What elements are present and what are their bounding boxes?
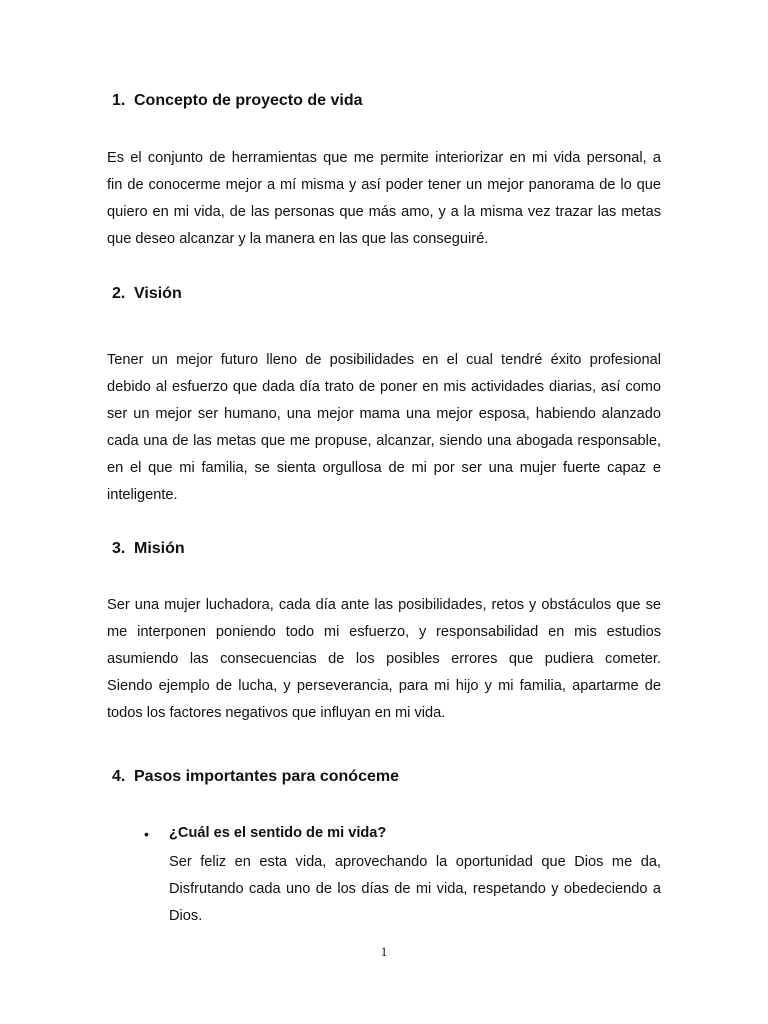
section-title: Visión [134,285,182,302]
section-number: 3. [112,540,126,557]
section-paragraph-2 [107,347,661,509]
paragraph-line: Disfrutando cada uno de los días de mi vida, respetando y obedeciendo a [169,881,661,897]
paragraph-line: Ser una mujer luchadora, cada día ante las posibilidades, retos y obstáculos que se [107,597,661,613]
section-title: Concepto de proyecto de vida [134,92,363,109]
paragraph-line: asumiendo las consecuencias de los posibles errores que pudiera cometer. [107,651,661,667]
page-number: 1 [380,944,388,959]
paragraph-line: Ser feliz en esta vida, aprovechando la oportunidad que Dios me da, [169,854,661,870]
paragraph-line: fin de conocerme mejor a mí misma y así poder tener un mejor panorama de lo que [107,177,661,193]
paragraph-line: Tener un mejor futuro lleno de posibilidades en el cual tendré éxito profesional [107,352,661,368]
section-heading-2 [112,285,182,303]
section-heading-4 [112,768,399,786]
paragraph-line: me interponen poniendo todo mi esfuerzo, y responsabilidad en mis estudios [107,624,661,640]
section-title: Pasos importantes para conóceme [134,768,399,785]
paragraph-line: en el que mi familia, se sienta orgullosa de mi por ser una mujer fuerte capaz e [107,460,661,476]
paragraph-line: quiero en mi vida, de las personas que más amo, y a la misma vez trazar las metas [107,204,661,220]
section-paragraph-1 [107,145,661,253]
paragraph-line: cada una de las metas que me propuse, alcanzar, siendo una abogada responsable, [107,433,661,449]
paragraph-line: inteligente. [107,487,178,503]
paragraph-line: Dios. [169,908,203,924]
bullet-title: ¿Cuál es el sentido de mi vida? [169,825,387,841]
paragraph-line: ser un mejor ser humano, una mejor mama una mejor esposa, habiendo alanzado [107,406,661,422]
section-title: Misión [134,540,185,557]
paragraph-line: Es el conjunto de herramientas que me permite interiorizar en mi vida personal, a [107,150,661,166]
section-number: 1. [112,92,126,109]
section-number: 2. [112,285,126,302]
paragraph-line: que deseo alcanzar y la manera en las que las conseguiré. [107,231,489,247]
paragraph-line: debido al esfuerzo que dada día trato de poner en mis actividades diarias, así como [107,379,661,395]
section-paragraph-3 [107,592,661,727]
bullet-icon: • [144,826,149,842]
section-heading-1 [112,92,362,110]
paragraph-line: todos los factores negativos que influyan en mi vida. [107,705,446,721]
section-heading-3 [112,540,185,558]
bullet-paragraph [169,849,661,930]
section-number: 4. [112,768,126,785]
paragraph-line: Siendo ejemplo de lucha, y perseverancia, para mi hijo y mi familia, apartarme de [107,678,661,694]
